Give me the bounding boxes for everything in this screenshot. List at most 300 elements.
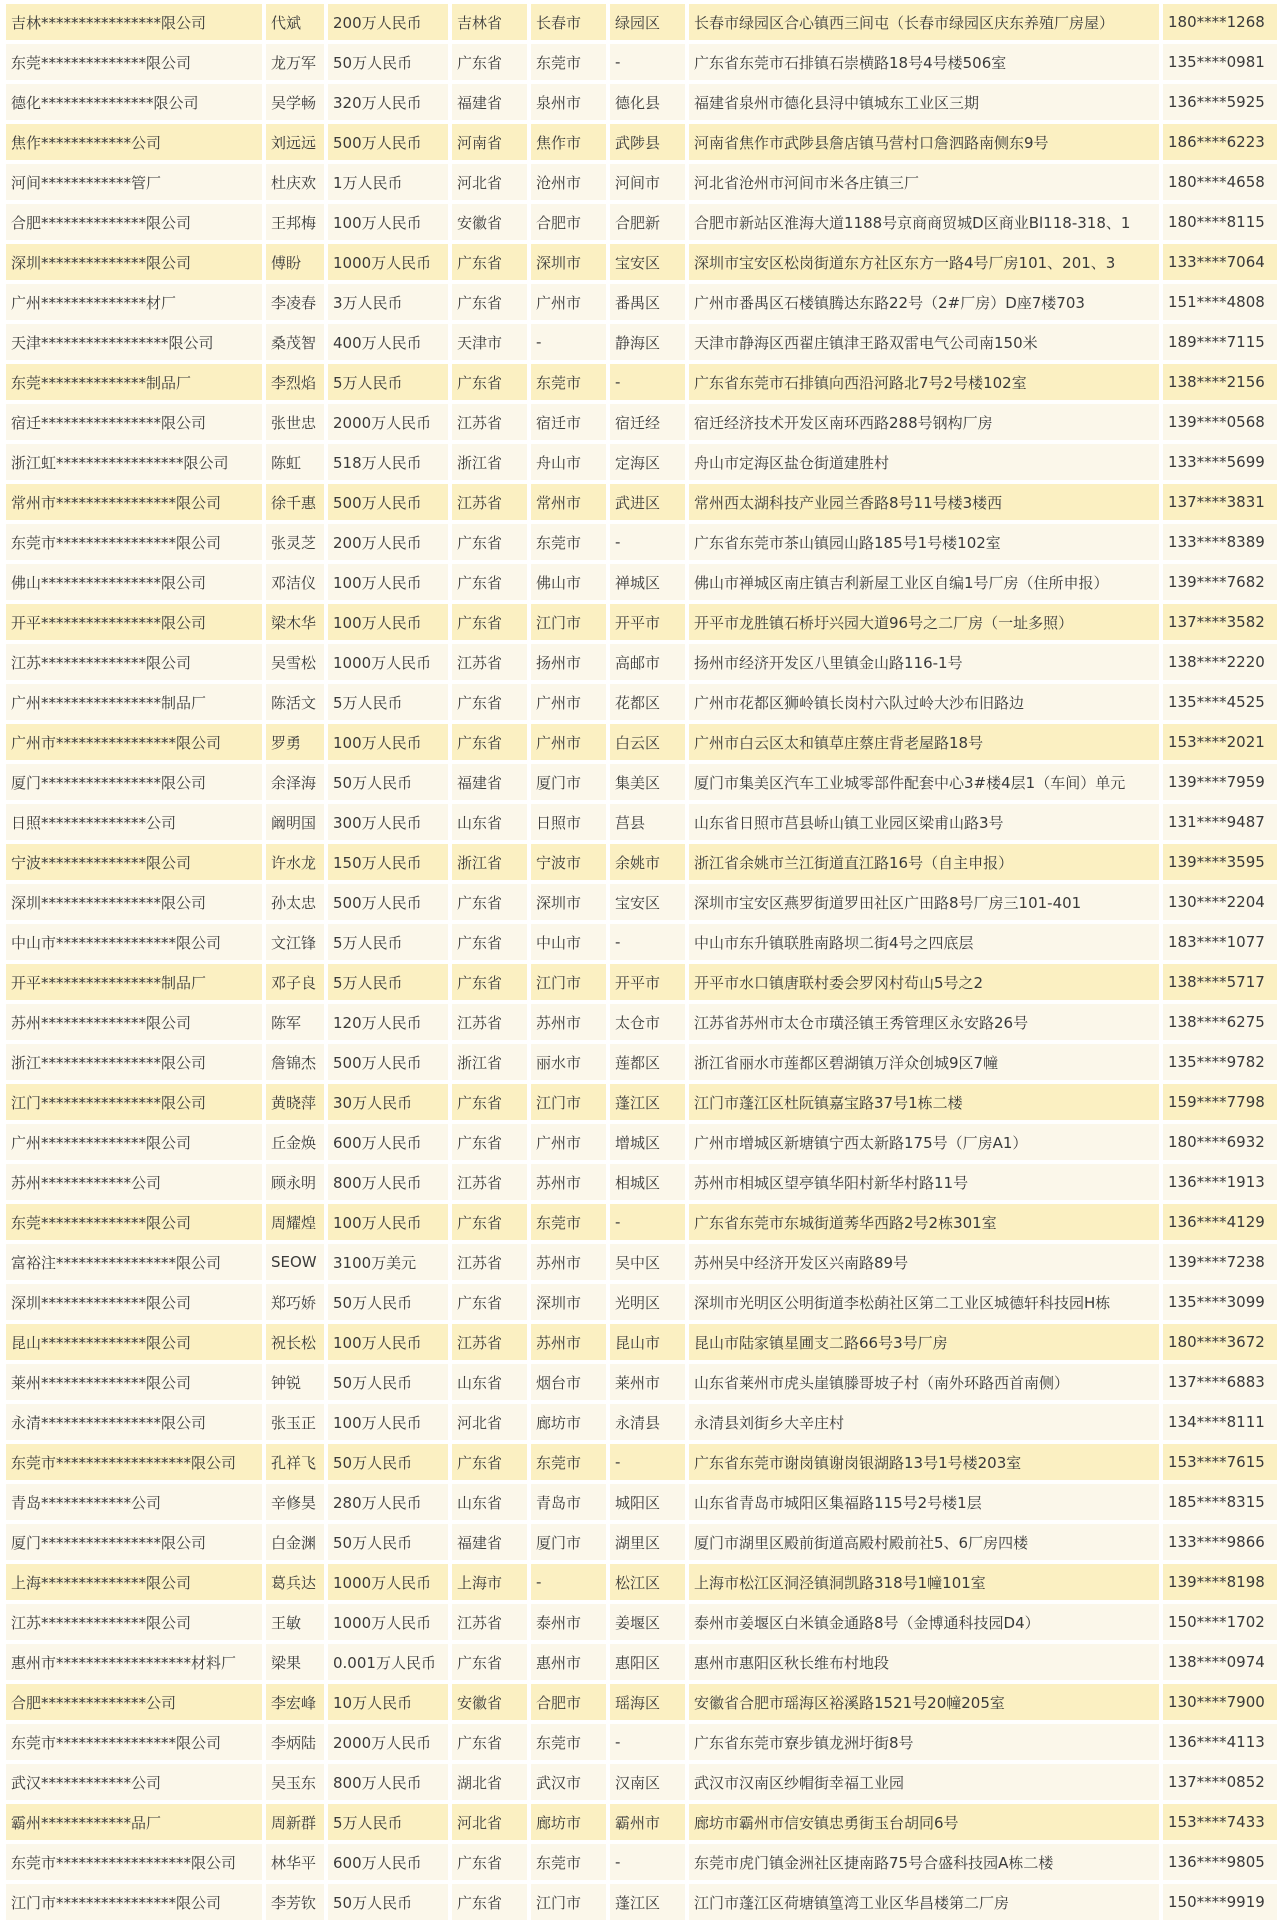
phone-cell: 180****1268	[1163, 4, 1277, 40]
registered-capital-cell: 500万人民币	[328, 1044, 448, 1080]
province-cell: 广东省	[452, 284, 527, 320]
table-row	[6, 1204, 1277, 1240]
table-row	[6, 604, 1277, 640]
district-cell: 禅城区	[610, 564, 685, 600]
district-cell: 相城区	[610, 1164, 685, 1200]
address-cell: 福建省泉州市德化县浔中镇城东工业区三期	[689, 84, 1159, 120]
province-cell: 江苏省	[452, 1244, 527, 1280]
address-cell: 安徽省合肥市瑶海区裕溪路1521号20幢205室	[689, 1684, 1159, 1720]
legal-person-cell: 杜庆欢	[266, 164, 324, 200]
company-name-cell: 东莞市****************限公司	[6, 524, 262, 560]
phone-cell: 151****4808	[1163, 284, 1277, 320]
legal-person-cell: 陈军	[266, 1004, 324, 1040]
province-cell: 上海市	[452, 1564, 527, 1600]
province-cell: 河南省	[452, 124, 527, 160]
address-cell: 中山市东升镇联胜南路坝二街4号之四底层	[689, 924, 1159, 960]
address-cell: 河北省沧州市河间市米各庄镇三厂	[689, 164, 1159, 200]
registered-capital-cell: 10万人民币	[328, 1684, 448, 1720]
company-name-cell: 深圳**************限公司	[6, 244, 262, 280]
legal-person-cell: 吴学畅	[266, 84, 324, 120]
city-cell: 佛山市	[531, 564, 606, 600]
province-cell: 河北省	[452, 1804, 527, 1840]
phone-cell: 139****7238	[1163, 1244, 1277, 1280]
legal-person-cell: 许水龙	[266, 844, 324, 880]
phone-cell: 138****2156	[1163, 364, 1277, 400]
registered-capital-cell: 1000万人民币	[328, 644, 448, 680]
address-cell: 深圳市宝安区燕罗街道罗田社区广田路8号厂房三101-401	[689, 884, 1159, 920]
table-row	[6, 1324, 1277, 1360]
table-row	[6, 1364, 1277, 1400]
legal-person-cell: 吴玉东	[266, 1764, 324, 1800]
district-cell: 德化县	[610, 84, 685, 120]
company-name-cell: 开平****************限公司	[6, 604, 262, 640]
phone-cell: 150****9919	[1163, 1884, 1277, 1920]
table-row	[6, 244, 1277, 280]
city-cell: 深圳市	[531, 244, 606, 280]
legal-person-cell: 詹锦杰	[266, 1044, 324, 1080]
table-row	[6, 1404, 1277, 1440]
phone-cell: 180****3672	[1163, 1324, 1277, 1360]
district-cell: 太仓市	[610, 1004, 685, 1040]
district-cell: 宿迁经	[610, 404, 685, 440]
phone-cell: 130****2204	[1163, 884, 1277, 920]
table-row	[6, 564, 1277, 600]
address-cell: 广州市花都区狮岭镇长岗村六队过岭大沙布旧路边	[689, 684, 1159, 720]
registered-capital-cell: 120万人民币	[328, 1004, 448, 1040]
registered-capital-cell: 300万人民币	[328, 804, 448, 840]
address-cell: 扬州市经济开发区八里镇金山路116-1号	[689, 644, 1159, 680]
district-cell: 瑶海区	[610, 1684, 685, 1720]
province-cell: 广东省	[452, 924, 527, 960]
company-name-cell: 东莞市******************限公司	[6, 1444, 262, 1480]
district-cell: 莱州市	[610, 1364, 685, 1400]
table-row	[6, 1444, 1277, 1480]
city-cell: 宁波市	[531, 844, 606, 880]
city-cell: 江门市	[531, 1084, 606, 1120]
district-cell: 静海区	[610, 324, 685, 360]
province-cell: 广东省	[452, 244, 527, 280]
table-row	[6, 1084, 1277, 1120]
province-cell: 福建省	[452, 84, 527, 120]
district-cell: 松江区	[610, 1564, 685, 1600]
phone-cell: 150****1702	[1163, 1604, 1277, 1640]
province-cell: 浙江省	[452, 844, 527, 880]
table-row	[6, 924, 1277, 960]
city-cell: 扬州市	[531, 644, 606, 680]
province-cell: 安徽省	[452, 1684, 527, 1720]
company-name-cell: 中山市****************限公司	[6, 924, 262, 960]
registered-capital-cell: 800万人民币	[328, 1764, 448, 1800]
province-cell: 广东省	[452, 724, 527, 760]
city-cell: 广州市	[531, 724, 606, 760]
company-name-cell: 浙江虹*****************限公司	[6, 444, 262, 480]
phone-cell: 159****7798	[1163, 1084, 1277, 1120]
company-name-cell: 青岛************公司	[6, 1484, 262, 1520]
district-cell: 姜堰区	[610, 1604, 685, 1640]
province-cell: 湖北省	[452, 1764, 527, 1800]
table-row	[6, 724, 1277, 760]
address-cell: 合肥市新站区淮海大道1188号京商商贸城D区商业Bl118-318、1	[689, 204, 1159, 240]
table-row	[6, 1524, 1277, 1560]
province-cell: 福建省	[452, 1524, 527, 1560]
province-cell: 广东省	[452, 1644, 527, 1680]
address-cell: 长春市绿园区合心镇西三间屯（长春市绿园区庆东养殖厂房屋）	[689, 4, 1159, 40]
company-name-cell: 莱州**************限公司	[6, 1364, 262, 1400]
district-cell: 霸州市	[610, 1804, 685, 1840]
phone-cell: 133****9866	[1163, 1524, 1277, 1560]
phone-cell: 180****6932	[1163, 1124, 1277, 1160]
province-cell: 天津市	[452, 324, 527, 360]
address-cell: 浙江省余姚市兰江街道直江路16号（自主申报）	[689, 844, 1159, 880]
city-cell: 舟山市	[531, 444, 606, 480]
district-cell: 花都区	[610, 684, 685, 720]
province-cell: 广东省	[452, 964, 527, 1000]
registered-capital-cell: 50万人民币	[328, 1524, 448, 1560]
address-cell: 佛山市禅城区南庄镇吉利新屋工业区自编1号厂房（住所申报）	[689, 564, 1159, 600]
city-cell: 广州市	[531, 684, 606, 720]
registered-capital-cell: 2000万人民币	[328, 404, 448, 440]
registered-capital-cell: 800万人民币	[328, 1164, 448, 1200]
registered-capital-cell: 100万人民币	[328, 604, 448, 640]
phone-cell: 135****3099	[1163, 1284, 1277, 1320]
address-cell: 广东省东莞市石排镇向西沿河路北7号2号楼102室	[689, 364, 1159, 400]
city-cell: 东莞市	[531, 1444, 606, 1480]
legal-person-cell: 顾永明	[266, 1164, 324, 1200]
registered-capital-cell: 100万人民币	[328, 724, 448, 760]
legal-person-cell: 孔祥飞	[266, 1444, 324, 1480]
company-name-cell: 上海**************限公司	[6, 1564, 262, 1600]
table-row	[6, 204, 1277, 240]
province-cell: 广东省	[452, 1284, 527, 1320]
phone-cell: 130****7900	[1163, 1684, 1277, 1720]
province-cell: 广东省	[452, 884, 527, 920]
registered-capital-cell: 150万人民币	[328, 844, 448, 880]
address-cell: 苏州吴中经济开发区兴南路89号	[689, 1244, 1159, 1280]
province-cell: 广东省	[452, 1204, 527, 1240]
table-row	[6, 124, 1277, 160]
city-cell: 江门市	[531, 604, 606, 640]
phone-cell: 185****8315	[1163, 1484, 1277, 1520]
legal-person-cell: 钟锐	[266, 1364, 324, 1400]
province-cell: 广东省	[452, 564, 527, 600]
registered-capital-cell: 5万人民币	[328, 1804, 448, 1840]
phone-cell: 138****5717	[1163, 964, 1277, 1000]
legal-person-cell: 邓洁仪	[266, 564, 324, 600]
province-cell: 江苏省	[452, 484, 527, 520]
registered-capital-cell: 0.001万人民币	[328, 1644, 448, 1680]
province-cell: 河北省	[452, 164, 527, 200]
table-row	[6, 524, 1277, 560]
province-cell: 江苏省	[452, 1604, 527, 1640]
district-cell: 开平市	[610, 604, 685, 640]
district-cell: 开平市	[610, 964, 685, 1000]
city-cell: 沧州市	[531, 164, 606, 200]
company-name-cell: 广州****************制品厂	[6, 684, 262, 720]
province-cell: 广东省	[452, 1124, 527, 1160]
company-name-cell: 东莞**************制品厂	[6, 364, 262, 400]
company-name-cell: 厦门****************限公司	[6, 764, 262, 800]
address-cell: 广州市增城区新塘镇宁西太新路175号（厂房A1）	[689, 1124, 1159, 1160]
phone-cell: 131****9487	[1163, 804, 1277, 840]
company-name-cell: 河间************管厂	[6, 164, 262, 200]
address-cell: 厦门市湖里区殿前街道高殿村殿前社5、6厂房四楼	[689, 1524, 1159, 1560]
address-cell: 广东省东莞市石排镇石崇横路18号4号楼506室	[689, 44, 1159, 80]
registered-capital-cell: 1000万人民币	[328, 1564, 448, 1600]
company-name-cell: 富裕注****************限公司	[6, 1244, 262, 1280]
legal-person-cell: 孙太忠	[266, 884, 324, 920]
city-cell: 东莞市	[531, 524, 606, 560]
province-cell: 广东省	[452, 1084, 527, 1120]
phone-cell: 137****3582	[1163, 604, 1277, 640]
phone-cell: 136****9805	[1163, 1844, 1277, 1880]
registered-capital-cell: 50万人民币	[328, 1444, 448, 1480]
province-cell: 广东省	[452, 364, 527, 400]
legal-person-cell: 陈虹	[266, 444, 324, 480]
address-cell: 东莞市虎门镇金洲社区捷南路75号合盛科技园A栋二楼	[689, 1844, 1159, 1880]
registered-capital-cell: 400万人民币	[328, 324, 448, 360]
phone-cell: 136****4129	[1163, 1204, 1277, 1240]
phone-cell: 139****7959	[1163, 764, 1277, 800]
legal-person-cell: 文江锋	[266, 924, 324, 960]
legal-person-cell: 徐千惠	[266, 484, 324, 520]
table-row	[6, 1844, 1277, 1880]
legal-person-cell: SEOW	[266, 1244, 324, 1280]
phone-cell: 138****6275	[1163, 1004, 1277, 1040]
legal-person-cell: 陈活文	[266, 684, 324, 720]
city-cell: 宿迁市	[531, 404, 606, 440]
legal-person-cell: 王敏	[266, 1604, 324, 1640]
city-cell: 江门市	[531, 1884, 606, 1920]
table-row	[6, 1604, 1277, 1640]
registered-capital-cell: 500万人民币	[328, 124, 448, 160]
registered-capital-cell: 1000万人民币	[328, 244, 448, 280]
legal-person-cell: 郑巧娇	[266, 1284, 324, 1320]
address-cell: 苏州市相城区望亭镇华阳村新华村路11号	[689, 1164, 1159, 1200]
registered-capital-cell: 5万人民币	[328, 684, 448, 720]
registered-capital-cell: 500万人民币	[328, 484, 448, 520]
legal-person-cell: 王邦梅	[266, 204, 324, 240]
phone-cell: 133****8389	[1163, 524, 1277, 560]
registered-capital-cell: 100万人民币	[328, 564, 448, 600]
district-cell: -	[610, 1204, 685, 1240]
phone-cell: 139****7682	[1163, 564, 1277, 600]
phone-cell: 135****4525	[1163, 684, 1277, 720]
phone-cell: 153****7433	[1163, 1804, 1277, 1840]
district-cell: 蓬江区	[610, 1884, 685, 1920]
company-name-cell: 开平****************制品厂	[6, 964, 262, 1000]
table-row	[6, 164, 1277, 200]
company-name-cell: 德化***************限公司	[6, 84, 262, 120]
district-cell: 番禺区	[610, 284, 685, 320]
legal-person-cell: 张世忠	[266, 404, 324, 440]
district-cell: 武陟县	[610, 124, 685, 160]
address-cell: 深圳市宝安区松岗街道东方社区东方一路4号厂房101、201、3	[689, 244, 1159, 280]
district-cell: 绿园区	[610, 4, 685, 40]
city-cell: 青岛市	[531, 1484, 606, 1520]
phone-cell: 183****1077	[1163, 924, 1277, 960]
registered-capital-cell: 50万人民币	[328, 1284, 448, 1320]
address-cell: 深圳市光明区公明街道李松蓢社区第二工业区城德轩科技园H栋	[689, 1284, 1159, 1320]
registered-capital-cell: 1万人民币	[328, 164, 448, 200]
province-cell: 广东省	[452, 1884, 527, 1920]
city-cell: 东莞市	[531, 1724, 606, 1760]
registered-capital-cell: 50万人民币	[328, 1884, 448, 1920]
district-cell: 永清县	[610, 1404, 685, 1440]
phone-cell: 186****6223	[1163, 124, 1277, 160]
company-name-cell: 厦门****************限公司	[6, 1524, 262, 1560]
table-row	[6, 1804, 1277, 1840]
province-cell: 江苏省	[452, 1004, 527, 1040]
table-row	[6, 1004, 1277, 1040]
table-row	[6, 1564, 1277, 1600]
company-name-cell: 武汉************公司	[6, 1764, 262, 1800]
district-cell: 莲都区	[610, 1044, 685, 1080]
legal-person-cell: 龙万军	[266, 44, 324, 80]
city-cell: 日照市	[531, 804, 606, 840]
legal-person-cell: 邓子良	[266, 964, 324, 1000]
district-cell: 宝安区	[610, 244, 685, 280]
city-cell: 合肥市	[531, 1684, 606, 1720]
legal-person-cell: 李凌春	[266, 284, 324, 320]
city-cell: 烟台市	[531, 1364, 606, 1400]
city-cell: 合肥市	[531, 204, 606, 240]
city-cell: 长春市	[531, 4, 606, 40]
registered-capital-cell: 3万人民币	[328, 284, 448, 320]
province-cell: 广东省	[452, 1444, 527, 1480]
registered-capital-cell: 5万人民币	[328, 964, 448, 1000]
city-cell: 东莞市	[531, 44, 606, 80]
phone-cell: 134****8111	[1163, 1404, 1277, 1440]
company-name-cell: 东莞市******************限公司	[6, 1844, 262, 1880]
company-name-cell: 霸州************品厂	[6, 1804, 262, 1840]
table-row	[6, 484, 1277, 520]
phone-cell: 180****4658	[1163, 164, 1277, 200]
table-row	[6, 4, 1277, 40]
phone-cell: 135****0981	[1163, 44, 1277, 80]
phone-cell: 137****0852	[1163, 1764, 1277, 1800]
address-cell: 惠州市惠阳区秋长维布村地段	[689, 1644, 1159, 1680]
city-cell: 东莞市	[531, 364, 606, 400]
province-cell: 广东省	[452, 604, 527, 640]
district-cell: 蓬江区	[610, 1084, 685, 1120]
address-cell: 上海市松江区洞泾镇洞凯路318号1幢101室	[689, 1564, 1159, 1600]
city-cell: 厦门市	[531, 1524, 606, 1560]
address-cell: 廊坊市霸州市信安镇忠勇街玉台胡同6号	[689, 1804, 1159, 1840]
company-name-cell: 江苏**************限公司	[6, 644, 262, 680]
address-cell: 开平市水口镇唐联村委会罗冈村茍山5号之2	[689, 964, 1159, 1000]
city-cell: -	[531, 324, 606, 360]
city-cell: 苏州市	[531, 1004, 606, 1040]
legal-person-cell: 罗勇	[266, 724, 324, 760]
city-cell: 苏州市	[531, 1244, 606, 1280]
table-row	[6, 1724, 1277, 1760]
phone-cell: 137****3831	[1163, 484, 1277, 520]
district-cell: 白云区	[610, 724, 685, 760]
registered-capital-cell: 100万人民币	[328, 1324, 448, 1360]
city-cell: 丽水市	[531, 1044, 606, 1080]
district-cell: 吴中区	[610, 1244, 685, 1280]
province-cell: 广东省	[452, 1844, 527, 1880]
phone-cell: 153****2021	[1163, 724, 1277, 760]
legal-person-cell: 梁木华	[266, 604, 324, 640]
company-name-cell: 日照**************公司	[6, 804, 262, 840]
registered-capital-cell: 5万人民币	[328, 924, 448, 960]
table-row	[6, 1884, 1277, 1920]
province-cell: 广东省	[452, 524, 527, 560]
city-cell: 东莞市	[531, 1844, 606, 1880]
province-cell: 广东省	[452, 44, 527, 80]
address-cell: 永清县刘街乡大辛庄村	[689, 1404, 1159, 1440]
registered-capital-cell: 200万人民币	[328, 4, 448, 40]
district-cell: 定海区	[610, 444, 685, 480]
table-row	[6, 764, 1277, 800]
table-row	[6, 844, 1277, 880]
company-name-cell: 广州**************限公司	[6, 1124, 262, 1160]
legal-person-cell: 吴雪松	[266, 644, 324, 680]
table-row	[6, 1044, 1277, 1080]
address-cell: 广州市番禺区石楼镇腾达东路22号（2#厂房）D座7楼703	[689, 284, 1159, 320]
company-name-cell: 浙江****************限公司	[6, 1044, 262, 1080]
district-cell: 汉南区	[610, 1764, 685, 1800]
phone-cell: 189****7115	[1163, 324, 1277, 360]
legal-person-cell: 代斌	[266, 4, 324, 40]
table-row	[6, 644, 1277, 680]
company-name-cell: 吉林****************限公司	[6, 4, 262, 40]
table-row	[6, 444, 1277, 480]
legal-person-cell: 傅盼	[266, 244, 324, 280]
district-cell: 合肥新	[610, 204, 685, 240]
city-cell: 苏州市	[531, 1164, 606, 1200]
city-cell: 廊坊市	[531, 1804, 606, 1840]
table-row	[6, 84, 1277, 120]
table-row	[6, 1244, 1277, 1280]
city-cell: 焦作市	[531, 124, 606, 160]
address-cell: 江门市蓬江区杜阮镇嘉宝路37号1栋二楼	[689, 1084, 1159, 1120]
province-cell: 江苏省	[452, 644, 527, 680]
city-cell: 中山市	[531, 924, 606, 960]
company-name-cell: 合肥**************限公司	[6, 204, 262, 240]
phone-cell: 136****5925	[1163, 84, 1277, 120]
address-cell: 宿迁经济技术开发区南环西路288号钢构厂房	[689, 404, 1159, 440]
province-cell: 福建省	[452, 764, 527, 800]
address-cell: 天津市静海区西翟庄镇津王路双雷电气公司南150米	[689, 324, 1159, 360]
legal-person-cell: 桑茂智	[266, 324, 324, 360]
city-cell: 武汉市	[531, 1764, 606, 1800]
registered-capital-cell: 50万人民币	[328, 44, 448, 80]
address-cell: 开平市龙胜镇石桥圩兴园大道96号之二厂房（一址多照）	[689, 604, 1159, 640]
district-cell: 高邮市	[610, 644, 685, 680]
registered-capital-cell: 500万人民币	[328, 884, 448, 920]
table-row	[6, 1164, 1277, 1200]
company-name-cell: 宿迁****************限公司	[6, 404, 262, 440]
company-name-cell: 惠州市******************材料厂	[6, 1644, 262, 1680]
company-name-cell: 苏州**************限公司	[6, 1004, 262, 1040]
registered-capital-cell: 100万人民币	[328, 204, 448, 240]
registered-capital-cell: 2000万人民币	[328, 1724, 448, 1760]
city-cell: 惠州市	[531, 1644, 606, 1680]
registered-capital-cell: 100万人民币	[328, 1404, 448, 1440]
address-cell: 常州西太湖科技产业园兰香路8号11号楼3楼西	[689, 484, 1159, 520]
company-name-cell: 宁波**************限公司	[6, 844, 262, 880]
company-name-cell: 佛山****************限公司	[6, 564, 262, 600]
legal-person-cell: 黄晓萍	[266, 1084, 324, 1120]
address-cell: 浙江省丽水市莲都区碧湖镇万洋众创城9区7幢	[689, 1044, 1159, 1080]
district-cell: 河间市	[610, 164, 685, 200]
registered-capital-cell: 50万人民币	[328, 1364, 448, 1400]
province-cell: 浙江省	[452, 1044, 527, 1080]
registered-capital-cell: 600万人民币	[328, 1124, 448, 1160]
city-cell: 深圳市	[531, 884, 606, 920]
